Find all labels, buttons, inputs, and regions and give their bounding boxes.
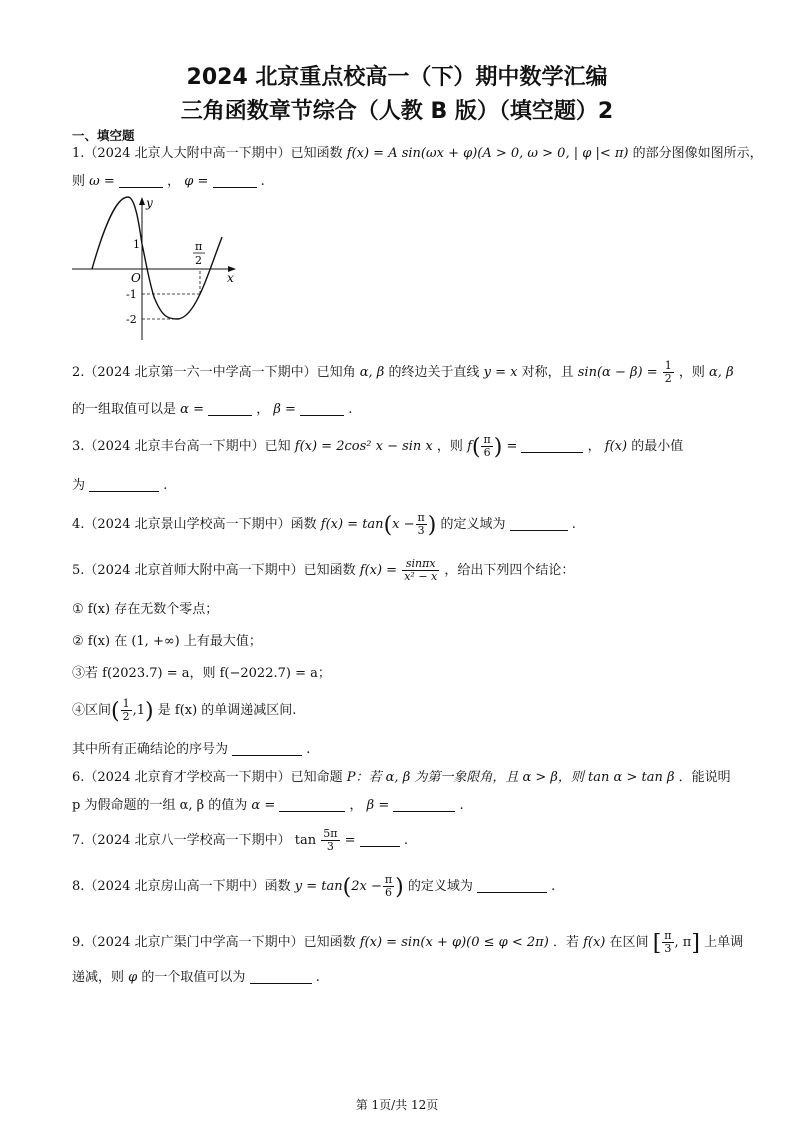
fraction-one-half-interval: $\frac{1}{2}$: [122, 697, 130, 723]
fraction-pi-six-q8: $\frac{\pi}{6}$: [384, 873, 393, 899]
question-1-line2: 则 ω = ， φ = .: [72, 174, 265, 189]
fraction-sinpix-over: $\frac{\sin\pi x}{\text{x² − x}}$: [404, 557, 438, 583]
answer-blank-phi-q9[interactable]: [250, 969, 312, 984]
question-8: 8.（2024 北京房山高一下期中）函数 y = tan(2x − $\frac{\pi}{6}$ ) 的定义域为 .: [72, 873, 556, 900]
tick-label-minus1: -1: [126, 288, 137, 301]
answer-blank-domain-q8[interactable]: [477, 878, 547, 893]
fraction-pi-six: $\frac{\pi}{6}$: [483, 433, 491, 459]
sine-curve: [92, 197, 222, 319]
question-5-ask: 其中所有正确结论的序号为 .: [72, 742, 311, 757]
answer-blank-f-pi-6[interactable]: [521, 438, 583, 453]
fraction-pi-three-q9: $\frac{\pi}{3}$: [664, 929, 672, 955]
question-6-line2: p 为假命题的一组 α, β 的值为 α = ， β = .: [72, 798, 464, 813]
fraction-5pi-3: $\frac{5\pi}{3}$: [323, 827, 338, 853]
tick-label-1: 1: [133, 238, 140, 251]
answer-blank-alpha-q6[interactable]: [279, 797, 345, 812]
tick-pi-label: π: [195, 240, 203, 253]
question-3-line1: 3.（2024 北京丰台高一下期中）已知 f(x) = 2cos² x − sin x ，则 f( $\frac{\pi}{6}$ ) = ， f(x) 的最小值: [72, 433, 684, 460]
question-2-line1: 2.（2024 北京第一六一中学高一下期中）已知角 α, β 的终边关于直线 y = x 对称，且 sin(α − β) = $\frac{1}{2}$ ，则 α, β: [72, 359, 734, 385]
page-footer: 第 1页/共 12页: [355, 1098, 439, 1112]
page-title-line2: 三角函数章节综合（人教 B 版）（填空题）2: [180, 99, 614, 124]
tick-two-label: 2: [195, 254, 202, 267]
question-5-stem: 5.（2024 北京首师大附中高一下期中）已知函数 f(x) = $\frac{\sin\pi x}{\text{x² − x}}$ ，给出下列四个结论：: [72, 557, 575, 583]
question-5-conclusion-1: ① f(x) 存在无数个零点；: [72, 602, 219, 617]
y-axis-arrow-icon: [139, 197, 145, 205]
answer-blank-min-value[interactable]: [89, 477, 159, 492]
fraction-pi-three: $\frac{\pi}{3}$: [417, 511, 425, 537]
question-2-line2: 的一组取值可以是 α = ， β = .: [72, 402, 353, 417]
question-5-conclusion-4: ④区间( $\frac{1}{2}$ ,1) 是 f(x) 的单调递减区间.: [72, 697, 297, 724]
answer-blank-tan[interactable]: [360, 832, 400, 847]
fraction-one-half: $\frac{1}{2}$: [664, 359, 672, 385]
origin-label: O: [131, 271, 141, 285]
section-heading: 一、填空题: [72, 128, 135, 143]
answer-blank-domain[interactable]: [510, 516, 568, 531]
question-1-line1: 1.（2024 北京人大附中高一下期中）已知函数 f(x) = A sin(ωx + φ)(A > 0, ω > 0, | φ |< π) 的部分图像如图所示，: [72, 146, 763, 161]
question-5-conclusion-2: ② f(x) 在 (1, +∞) 上有最大值；: [72, 634, 262, 649]
question-4: 4.（2024 北京景山学校高一下期中）函数 f(x) = tan(x − $\frac{\pi}{3}$ ) 的定义域为 .: [72, 511, 576, 538]
tick-label-minus2: -2: [126, 313, 137, 326]
answer-blank-omega[interactable]: [119, 173, 163, 188]
question-5-conclusion-3: ③若 f(2023.7) = a，则 f(−2022.7) = a；: [72, 666, 331, 681]
answer-blank-conclusions[interactable]: [232, 741, 302, 756]
question-9-line1: 9.（2024 北京广渠门中学高一下期中）已知函数 f(x) = sin(x + φ)(0 ≤ φ < 2π) ．若 f(x) 在区间 [ $\frac{\pi}{3}$ , π] 上单调: [72, 929, 744, 956]
answer-blank-beta-q6[interactable]: [393, 797, 455, 812]
y-axis-label: y: [146, 196, 153, 210]
answer-blank-beta[interactable]: [300, 401, 344, 416]
question-7: 7.（2024 北京八一学校高一下期中） tan $\frac{5\pi}{3}$ = .: [72, 827, 408, 853]
question-6-line1: 6.（2024 北京育才学校高一下期中）已知命题 P：若 α, β 为第一象限角，且 α > β，则 tan α > tan β ．能说明: [72, 770, 731, 785]
sine-graph: [70, 192, 250, 342]
x-axis-label: x: [227, 271, 234, 285]
answer-blank-alpha[interactable]: [208, 401, 252, 416]
question-3-line2: 为 .: [72, 478, 168, 493]
question-9-line2: 递减，则 φ 的一个取值可以为 .: [72, 970, 320, 985]
page-title-line1: 2024 北京重点校高一（下）期中数学汇编: [186, 65, 608, 90]
answer-blank-phi[interactable]: [213, 173, 257, 188]
